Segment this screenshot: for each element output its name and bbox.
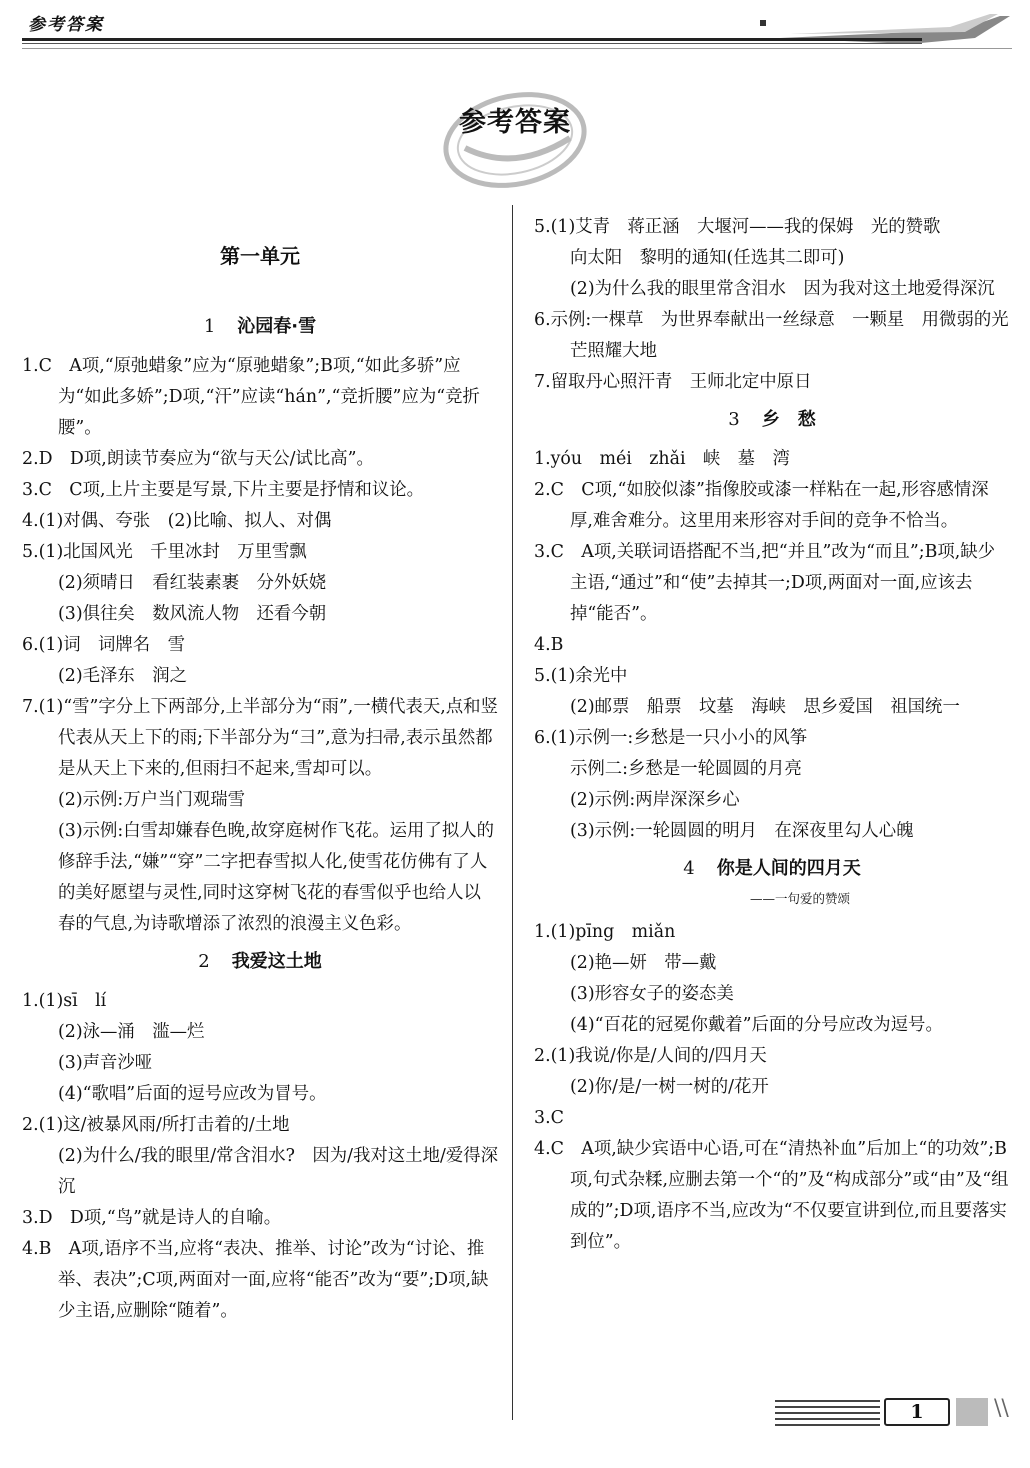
- page-number: 1: [884, 1398, 950, 1426]
- answer-line: (3)形容女子的姿态美: [570, 984, 734, 1004]
- section-title-text: 我爱这土地: [231, 951, 322, 972]
- right-column: [534, 212, 1010, 1258]
- answer-line: 3.C A项,关联词语搭配不当,把“并且”改为“而且”;B项,缺少主语,“通过”和“使”去掉其一;D项,两面对一面,应该去掉“能否”。: [534, 542, 996, 624]
- answer-line: 3.C: [534, 1108, 564, 1128]
- header-swoosh-decoration: [760, 12, 1010, 52]
- section-subtitle: ——一句爱的赞颂: [749, 891, 850, 906]
- footer-lines-decoration: [775, 1398, 880, 1426]
- page-title: 参考答案: [459, 107, 571, 138]
- answer-line: (3)声音沙哑: [58, 1053, 153, 1073]
- answer-line: (2)须晴日 看红装素裹 分外妖娆: [58, 573, 327, 593]
- section-title: [22, 311, 498, 342]
- section-title: [534, 404, 1010, 435]
- unit-title: 第一单元: [220, 244, 300, 268]
- answer-line: 2.(1)这/被暴风雨/所打击着的/土地: [22, 1115, 290, 1135]
- header-rule-thin: [22, 43, 922, 44]
- answer-line: 4.(1)对偶、夸张 (2)比喻、拟人、对偶: [22, 511, 332, 531]
- section-number: 2: [198, 951, 210, 972]
- answer-line: 7.(1)“雪”字分上下两部分,上半部分为“雨”,一横代表天,点和竖代表从天上下的雨;下半部分为“彐”,意为扫帚,表示虽然都是从天上下来的,但雨扫不起来,雪却可以。: [22, 697, 498, 779]
- answer-line: (3)示例:白雪却嫌春色晚,故穿庭树作飞花。运用了拟人的修辞手法,“嫌”“穿”二字把春雪拟人化,使雪花仿佛有了人的美好愿望与灵性,同时这穿树飞花的春雪似乎也给人以春的气息,为诗歌增添了浓烈的浪漫主义色彩。: [58, 821, 495, 934]
- answer-line: 4.C A项,缺少宾语中心语,可在“清热补血”后加上“的功效”;B项,句式杂糅,应删去第一个“的”及“构成部分”或“由”及“组成的”;D项,语序不当,应改为“不仅要宣讲到位,而且要落实到位”。: [534, 1139, 1009, 1252]
- column-divider: [512, 205, 513, 1420]
- answer-line: 1.(1)pīng miǎn: [534, 922, 676, 942]
- answer-line: (2)泳—涌 滥—烂: [58, 1022, 205, 1042]
- answer-line: 6.示例:一棵草 为世界奉献出一丝绿意 一颗星 用微弱的光芒照耀大地: [534, 310, 1009, 361]
- header-label: 参考答案: [28, 15, 104, 35]
- answer-line: (2)示例:两岸深深乡心: [570, 790, 740, 810]
- answer-line: 4.B A项,语序不当,应将“表决、推举、讨论”改为“讨论、推举、表决”;C项,两面对一面,应将“能否”改为“要”;D项,缺少主语,应删除“随着”。: [22, 1239, 489, 1321]
- footer-slash-decoration: \\: [994, 1396, 1009, 1421]
- section-number: 3: [728, 409, 740, 430]
- answer-line: (4)“歌唱”后面的逗号应改为冒号。: [58, 1084, 327, 1104]
- answer-line: 3.C C项,上片主要是写景,下片主要是抒情和议论。: [22, 480, 425, 500]
- answer-line: 6.(1)词 词牌名 雪: [22, 635, 185, 655]
- answer-line: 5.(1)北国风光 千里冰封 万里雪飘: [22, 542, 307, 562]
- answer-line: (3)俱往矣 数风流人物 还看今朝: [58, 604, 327, 624]
- footer-gray-block: [956, 1398, 988, 1426]
- answer-line: (2)毛泽东 润之: [58, 666, 187, 686]
- answer-line: (2)为什么我的眼里常含泪水 因为我对这土地爱得深沉: [570, 279, 995, 299]
- answer-line: 2.C C项,“如胶似漆”指像胶或漆一样粘在一起,形容感情深厚,难舍难分。这里用来形容对手间的竞争不恰当。: [534, 480, 989, 531]
- answer-line: 1.C A项,“原弛蜡象”应为“原驰蜡象”;B项,“如此多骄”应为“如此多娇”;D项,“汗”应读“hán”,“竞折腰”应为“竞折腰”。: [22, 356, 480, 438]
- answer-line: (2)邮票 船票 坟墓 海峡 思乡爱国 祖国统一: [570, 697, 960, 717]
- header-rule: [22, 38, 922, 41]
- answer-line: 示例二:乡愁是一轮圆圆的月亮: [570, 759, 802, 779]
- answer-line: 4.B: [534, 635, 564, 655]
- answer-line: 7.留取丹心照汗青 王师北定中原日: [534, 372, 812, 392]
- section-title-text: 乡 愁: [761, 409, 816, 430]
- answer-line: 2.D D项,朗读节奏应为“欲与天公/试比高”。: [22, 449, 374, 469]
- answer-line: 1.(1)sī lí: [22, 991, 107, 1011]
- section-title: [534, 853, 1010, 884]
- section-title: [22, 946, 498, 977]
- answer-line: 向太阳 黎明的通知(任选其二即可): [570, 248, 845, 268]
- answer-line: (2)艳—妍 带—戴: [570, 953, 717, 973]
- answer-line: (2)你/是/一树一树的/花开: [570, 1077, 769, 1097]
- answer-line: (2)为什么/我的眼里/常含泪水? 因为/我对这土地/爱得深沉: [58, 1146, 498, 1197]
- answer-line: 5.(1)余光中: [534, 666, 628, 686]
- section-number: 4: [683, 858, 695, 879]
- section-title-text: 你是人间的四月天: [716, 858, 861, 879]
- answer-line: 2.(1)我说/你是/人间的/四月天: [534, 1046, 767, 1066]
- answer-line: (4)“百花的冠冕你戴着”后面的分号应改为逗号。: [570, 1015, 943, 1035]
- left-column: [22, 212, 498, 1327]
- answer-line: 5.(1)艾青 蒋正涵 大堰河——我的保姆 光的赞歌: [534, 217, 941, 237]
- section-title-text: 沁园春·雪: [237, 316, 317, 337]
- answer-line: 6.(1)示例一:乡愁是一只小小的风筝: [534, 728, 808, 748]
- answer-line: 1.yóu méi zhǎi 峡 墓 湾: [534, 449, 790, 469]
- header-rule-light: [22, 48, 1012, 49]
- answer-line: (2)示例:万户当门观瑞雪: [58, 790, 246, 810]
- answer-line: 3.D D项,“鸟”就是诗人的自喻。: [22, 1208, 282, 1228]
- section-number: 1: [203, 316, 216, 337]
- answer-line: (3)示例:一轮圆圆的明月 在深夜里勾人心魄: [570, 821, 914, 841]
